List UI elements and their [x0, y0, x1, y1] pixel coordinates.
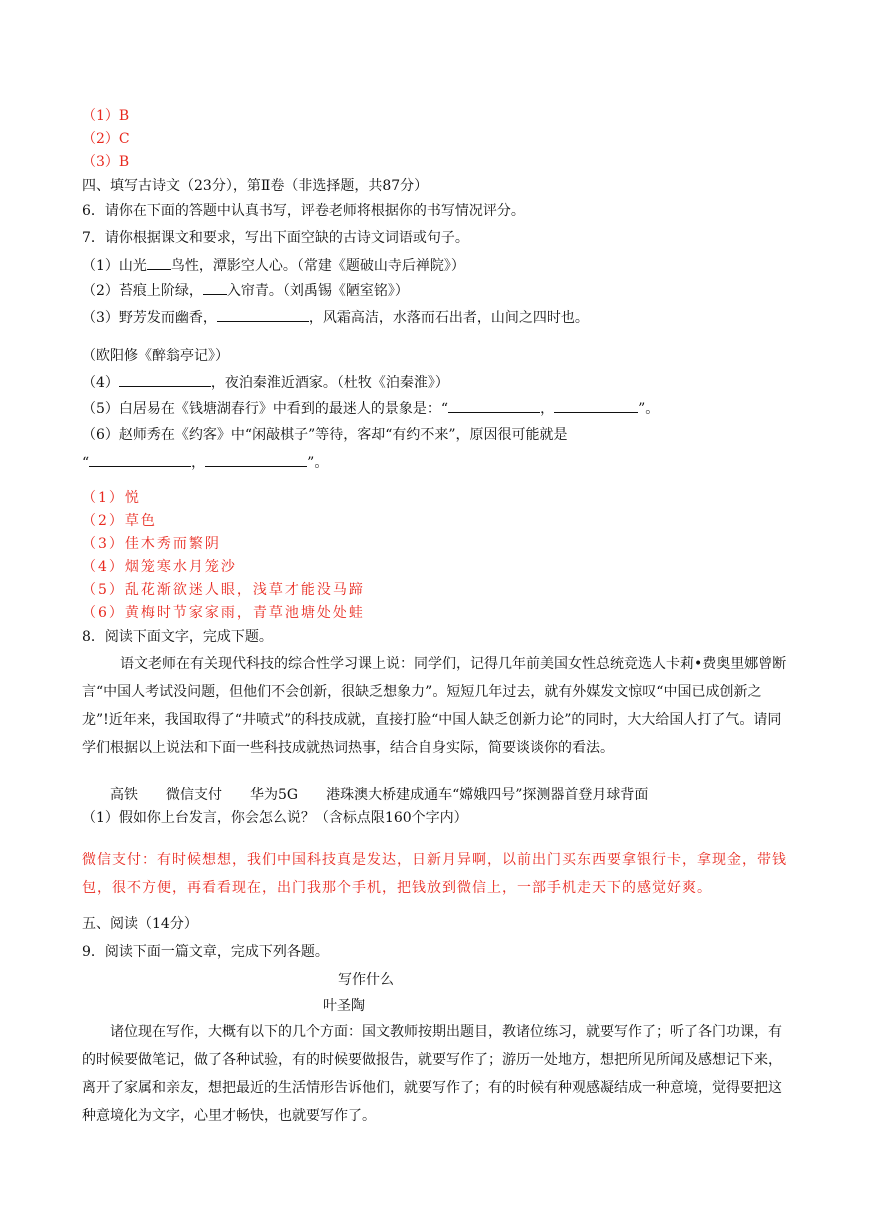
q7-item-1	[82, 255, 465, 276]
q7-item-3-suffix: ，风霜高洁，水落而石出者，山间之四时也。	[308, 310, 589, 326]
q7-item-2	[82, 280, 409, 301]
answer-blank	[89, 452, 191, 467]
section4-title: 四、填写古诗文（23分），第Ⅱ卷（非选择题，共87分）	[82, 178, 429, 194]
q7-item-5-comma: ，	[540, 401, 555, 417]
section5-title: 五、阅读（14分）	[82, 916, 198, 932]
q7-item-2-prefix: （2）苔痕上阶绿，	[82, 283, 203, 299]
q7-answer-2: （2）草色	[82, 513, 157, 529]
q7-answer-3: （3）佳木秀而繁阴	[82, 536, 221, 552]
q7-item-6-suffix: ”。	[307, 455, 329, 471]
q8-subquestion-1: （1）假如你上台发言，你会怎么说？（含标点限160个字内）	[82, 810, 468, 826]
q7-item-1-prefix: （1）山光	[82, 258, 147, 274]
q7-answer-1: （1）悦	[82, 490, 141, 506]
question-6: 6．请你在下面的答题中认真书写，评卷老师将根据你的书写情况评分。	[82, 203, 525, 219]
answer-blank	[217, 307, 309, 322]
q7-item-6: （6）赵师秀在《约客》中“闲敲棋子”等待，客却“有约不来”，原因很可能就是	[82, 427, 568, 443]
q7-answer-5: （5）乱花渐欲迷人眼，浅草才能没马蹄	[82, 582, 365, 598]
answer-blank	[119, 372, 211, 387]
q7-item-6-open-quote: “	[82, 455, 90, 471]
q7-item-1-suffix: 鸟性，潭影空人心。（常建《题破山寺后禅院》）	[170, 258, 465, 274]
q7-item-6-blanks	[82, 452, 328, 473]
answer-blank	[448, 398, 540, 413]
question-7: 7．请你根据课文和要求，写出下面空缺的古诗文词语或句子。	[82, 230, 469, 246]
article-author: 叶圣陶	[323, 998, 365, 1014]
mc-answer-2: （2）C	[82, 131, 130, 147]
q7-item-4-suffix: ，夜泊秦淮近酒家。（杜牧《泊秦淮》）	[210, 375, 449, 391]
q7-item-4	[82, 372, 449, 393]
q7-item-5-prefix: （5）白居易在《钱塘湖春行》中看到的最迷人的景象是：“	[82, 401, 449, 417]
q7-answer-6: （6）黄梅时节家家雨，青草池塘处处蛙	[82, 605, 365, 621]
q8-keywords: 高铁 微信支付 华为5G 港珠澳大桥建成通车“嫦娥四号”探测器首登月球背面	[110, 787, 649, 803]
mc-answer-3: （3）B	[82, 154, 130, 170]
q7-item-5	[82, 398, 659, 419]
q7-item-2-suffix: 入帘青。（刘禹锡《陋室铭》）	[226, 283, 409, 299]
q7-item-3	[82, 307, 589, 328]
q7-answer-4: （4）烟笼寒水月笼沙	[82, 559, 237, 575]
q8-passage: 语文老师在有关现代科技的综合性学习课上说：同学们，记得几年前美国女性总统竞选人卡莉•费奥里娜曾断言“中国人考试没问题，但他们不会创新，很缺乏想象力”。短短几年过去，就有外媒发文惊叹“中国已成创新之龙”!近年来，我国取得了“井喷式”的科技成就，直接打脸“中国人缺乏创新力论”的同时，大大给国人打了气。请同学们根据以上说法和下面一些科技成就热词热事，结合自身实际，简要谈谈你的看法。	[82, 656, 787, 756]
article-paragraph-1: 诸位现在写作，大概有以下的几个方面：国文教师按期出题目，教诸位练习，就要写作了；听了各门功课，有的时候要做笔记，做了各种试验，有的时候要做报告，就要写作了；游历一处地方，想把所见所闻及感想记下来，离开了家属和亲友，想把最近的生活情形告诉他们，就要写作了；有的时候有种观感凝结成一种意境，觉得要把这种意境化为文字，心里才畅快，也就要写作了。	[82, 1024, 782, 1124]
question-8: 8．阅读下面文字，完成下题。	[82, 629, 273, 645]
q7-item-4-prefix: （4）	[82, 375, 119, 391]
question-9: 9．阅读下面一篇文章，完成下列各题。	[82, 944, 329, 960]
mc-answer-1: （1）B	[82, 108, 130, 124]
answer-blank	[205, 452, 307, 467]
q8-answer: 微信支付：有时候想想，我们中国科技真是发达，日新月异啊，以前出门买东西要拿银行卡，拿现金，带钱包，很不方便，再看看现在，出门我那个手机，把钱放到微信上，一部手机走天下的感觉好爽。	[82, 852, 787, 896]
answer-blank	[203, 280, 227, 295]
q7-item-3-prefix: （3）野芳发而幽香，	[82, 310, 217, 326]
q7-item-3-source: （欧阳修《醉翁亭记》）	[82, 348, 229, 364]
article-title: 写作什么	[338, 972, 394, 988]
answer-blank	[554, 398, 638, 413]
answer-blank	[147, 255, 171, 270]
q7-item-6-comma: ，	[191, 455, 206, 471]
q7-item-5-suffix: ”。	[638, 401, 660, 417]
